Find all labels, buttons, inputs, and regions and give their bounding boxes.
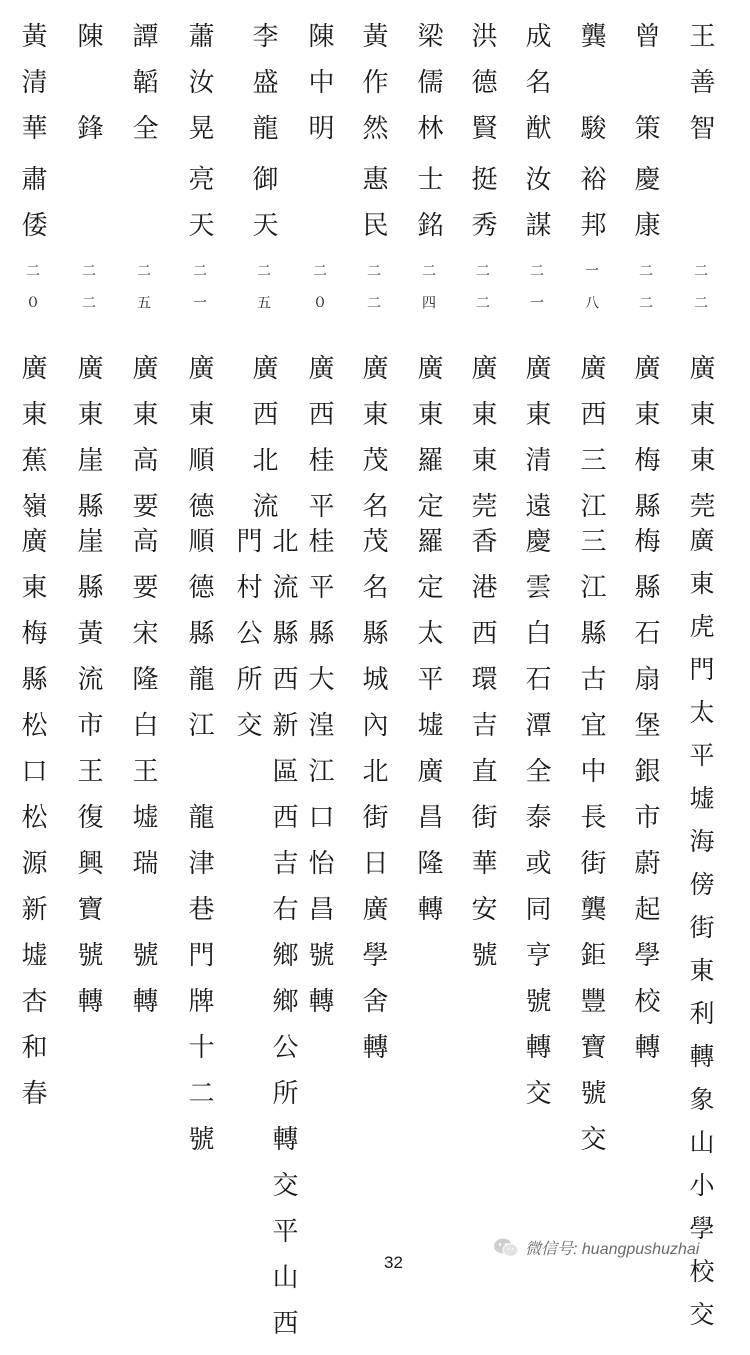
mailing-address: 北流縣西新區西吉右鄉鄉公所轉交平山西 (268, 527, 298, 1355)
native-place: 廣東高要 (128, 354, 158, 538)
roster-column (14, 0, 50, 1240)
mailing-address: 三江縣古宜中長街龔鉅豐寶號交 (576, 527, 606, 1171)
mailing-address: 慶雲白石潭全泰或同亨號轉交 (521, 527, 551, 1125)
mailing-address-continued: 門村公所交 (232, 527, 262, 757)
courtesy-name: 惠民 (358, 165, 388, 257)
age: 二五 (255, 263, 271, 327)
name: 李盛龍 (248, 22, 278, 160)
mailing-address: 香港西環吉直街華安號 (467, 527, 497, 987)
mailing-address: 廣東梅縣松口松源新墟杏和春 (17, 527, 47, 1125)
roster-column (682, 0, 718, 1344)
name: 譚韜全 (128, 22, 158, 160)
name: 洪德賢 (467, 22, 497, 160)
courtesy-name: 慶康 (630, 165, 660, 257)
name: 陳中明 (304, 22, 334, 160)
native-place: 廣西三江 (576, 354, 606, 538)
native-place: 廣東東莞 (467, 354, 497, 538)
roster-column (464, 0, 500, 1240)
name: 曾 策 (630, 22, 660, 160)
roster-column (573, 0, 609, 1240)
native-place: 廣東蕉嶺 (17, 354, 47, 538)
roster-column (627, 0, 663, 1240)
age: 二０ (24, 263, 40, 327)
courtesy-name: 裕邦 (576, 165, 606, 257)
age: 二二 (474, 263, 490, 327)
courtesy-name: 肅倭 (17, 165, 47, 257)
watermark-label: 微信号: huangpushuzhai (525, 1241, 700, 1258)
mailing-address: 羅定太平墟廣昌隆轉 (413, 527, 443, 941)
name: 龔 駿 (576, 22, 606, 160)
age: 一八 (583, 263, 599, 327)
age: 二一 (191, 263, 207, 327)
watermark (492, 1236, 699, 1259)
roster-column (301, 0, 337, 1240)
name: 黃清華 (17, 22, 47, 160)
native-place: 廣東梅縣 (630, 354, 660, 538)
native-place: 廣東東莞 (685, 354, 715, 538)
name: 蕭汝晃 (184, 22, 214, 160)
roster-column (70, 0, 106, 1240)
age: 二０ (311, 263, 327, 327)
age: 二一 (528, 263, 544, 327)
roster-column (232, 0, 298, 1355)
courtesy-name: 挺秀 (467, 165, 497, 257)
mailing-address: 崖縣黃流市王復興寶號轉 (73, 527, 103, 1033)
native-place: 廣西北流 (248, 354, 278, 538)
courtesy-name: 亮天 (184, 165, 214, 257)
native-place: 廣東羅定 (413, 354, 443, 538)
page-number: 32 (384, 1253, 403, 1272)
age: 二五 (135, 263, 151, 327)
courtesy-name: 汝謀 (521, 165, 551, 257)
roster-column (410, 0, 446, 1240)
native-place: 廣東茂名 (358, 354, 388, 538)
native-place: 廣東崖縣 (73, 354, 103, 538)
mailing-address: 茂名縣城內北街日廣學舍轉 (358, 527, 388, 1079)
native-place: 廣東順德 (184, 354, 214, 538)
name: 陳 鋒 (73, 22, 103, 160)
native-place: 廣東清遠 (521, 354, 551, 538)
roster-column (355, 0, 391, 1240)
name: 梁儒林 (413, 22, 443, 160)
wechat-icon (492, 1237, 520, 1259)
roster-column (181, 0, 217, 1240)
mailing-address: 桂平縣大湟江口怡昌號轉 (304, 527, 334, 1033)
name: 黃作然 (358, 22, 388, 160)
mailing-address: 高要宋隆白王墟瑞 號轉 (128, 527, 158, 1033)
courtesy-name: 御天 (248, 165, 278, 257)
native-place: 廣西桂平 (304, 354, 334, 538)
mailing-address: 梅縣石扇堡銀市蔚起學校轉 (630, 527, 660, 1079)
mailing-address: 順德縣龍江 龍津巷門牌十二號 (184, 527, 214, 1171)
name: 王善智 (685, 22, 715, 160)
age: 二四 (420, 263, 436, 327)
mailing-address: 廣東虎門太平墟海傍街東利轉象山小學校交 (686, 527, 715, 1344)
age: 二二 (637, 263, 653, 327)
age: 二二 (365, 263, 381, 327)
courtesy-name: 士銘 (413, 165, 443, 257)
roster-column (125, 0, 161, 1240)
name: 成名猷 (521, 22, 551, 160)
age: 二二 (692, 263, 708, 327)
age: 二二 (80, 263, 96, 327)
roster-column (518, 0, 554, 1240)
